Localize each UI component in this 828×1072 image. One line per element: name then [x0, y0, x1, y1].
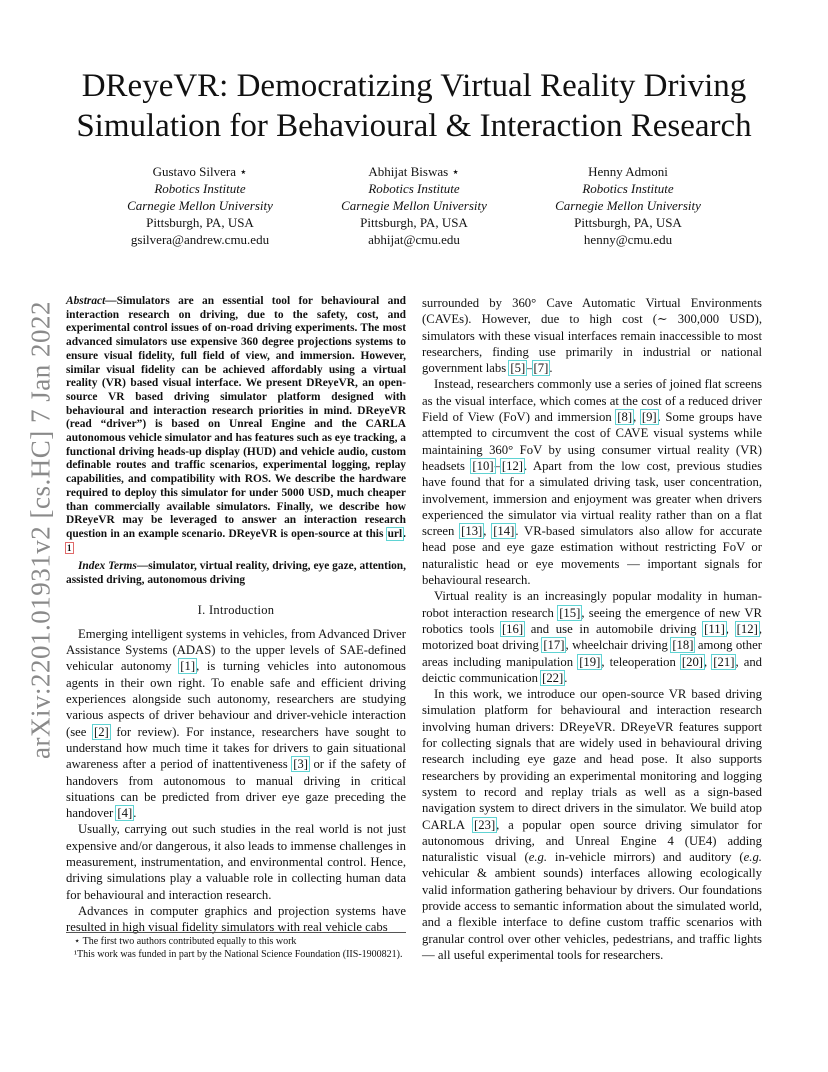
- index-terms: [66, 560, 406, 587]
- text-run: ,: [633, 410, 641, 425]
- text-run: e.g.: [528, 850, 548, 865]
- footnote-1: ⋆ The first two authors contributed equally to this work: [74, 936, 297, 947]
- citation-link[interactable]: [16]: [501, 621, 524, 636]
- text-run: in-vehicle mirrors) and auditory (: [547, 850, 744, 865]
- text-run: surrounded by 360° Cave Automatic Virtual Environments (CAVEs). However, due to high cost (∼ 300,000 USD), simulators with these visual interfaces remain inaccessible to most researchers, finding use primarily in industrial or national government labs: [422, 296, 762, 376]
- citation-link[interactable]: [10]: [472, 458, 494, 473]
- citation-link[interactable]: [20]: [681, 654, 704, 669]
- citation-link[interactable]: [5]: [510, 361, 526, 376]
- text-run: Emerging intelligent systems in vehicles, from Advanced Driver Assistance Systems (ADAS) to the upper levels of SAE-defined vehicular autonomy: [66, 626, 406, 674]
- citation-link[interactable]: [3]: [293, 757, 308, 772]
- author-location: Pittsburgh, PA, USA: [146, 215, 254, 230]
- abstract-text: Simulators are an essential tool for behavioural and interaction research on driving, due to the safety, cost, and experimental control issues of on-road driving experiments. The most advanced simulators use expensive 360 degree projections systems to ensure visual fidelity, full field of view, and immersion. However, similar visual fidelity can be achieved affordably using a virtual reality (VR) based visual interface. We present DReyeVR, an open-source VR based driving simulator platform designed with behavioural and interaction research priorities in mind. DReyeVR (read “driver”) is based on Unreal Engine and the CARLA autonomous vehicle simulator and has features such as eye tracking, a functional driving heads-up display (HUD) and vehicle audio, custom definable routes and traffic scenarios, experimental logging, replay capabilities, and compatibility with ROS. We describe the hardware required to deploy this simulator for under 5000 USD, much cheaper than commercially available simulators. Finally, we describe how DReyeVR may be leveraged to answer an interaction research question in an example scenario. DReyeVR is open-source at this: [66, 295, 406, 540]
- citation-link[interactable]: [23]: [474, 817, 496, 832]
- title-line-2: Simulation for Behavioural & Interaction Research: [76, 108, 752, 144]
- author-location: Pittsburgh, PA, USA: [574, 215, 682, 230]
- intro-paragraph-5: [422, 588, 762, 686]
- text-run: e.g.: [743, 850, 762, 865]
- citation-link[interactable]: [18]: [672, 638, 694, 653]
- author-email: gsilvera@andrew.cmu.edu: [130, 232, 270, 247]
- citation-link[interactable]: [12]: [501, 458, 524, 473]
- citation-link[interactable]: [14]: [493, 524, 515, 539]
- author-3: [528, 163, 728, 248]
- left-column: [66, 295, 406, 936]
- intro-paragraph-1: [66, 626, 406, 822]
- index-terms-text: —simulator, virtual reality, driving, eye gaze, attention, assisted driving, autonomous driving: [66, 560, 406, 586]
- text-run: .: [133, 806, 137, 821]
- text-run: . Apart from the low cost, previous studies have found that for a simulated driving task, user concentration, involvement, immersion and enjoyment was greater when drivers experienced the simulator via virtual reality rather than on a flat screen: [422, 458, 763, 539]
- author-email: abhijat@cmu.edu: [368, 232, 460, 247]
- author-1: [100, 163, 300, 248]
- citation-link[interactable]: [19]: [579, 654, 601, 669]
- abstract-tail: .: [403, 527, 406, 540]
- text-run: , a popular open source driving simulator for autonomous driving, and Unreal Engine 4 (UE4) adding naturalistic visual (: [422, 817, 762, 865]
- text-run: ,: [704, 654, 713, 669]
- text-run: –: [526, 361, 533, 376]
- text-run: . Some groups have attempted to circumvent the cost of CAVE visual systems while maintaining 360° FoV by using consumer virtual reality (VR) headsets: [422, 410, 762, 473]
- author-university: Carnegie Mellon University: [555, 198, 701, 213]
- citation-link[interactable]: [2]: [93, 724, 109, 739]
- text-run: In this work, we introduce our open-source VR based driving simulation platform for behavioural and interaction research involving human drivers: DReyeVR. DReyeVR features support for collecting signals that are widely used in behavioural driving research including eye gaze and head pose. It also supports researchers by providing an experimental monitoring and logging system to record and replay trials as well as a sign-based navigation system to direct drivers in the simulator. We build atop CARLA: [422, 687, 762, 832]
- text-run: , and deictic communication: [422, 654, 763, 685]
- citation-link[interactable]: [7]: [533, 361, 549, 376]
- footnote-2: ¹This work was funded in part by the National Science Foundation (IIS-1900821).: [74, 949, 403, 960]
- intro-paragraph-6: [422, 686, 762, 963]
- text-run: Instead, researchers commonly use a series of joined flat screens as the visual interface, which comes at the cost of a reduced driver Field of View (FoV) and immersion: [422, 377, 762, 425]
- intro-paragraph-4: [422, 376, 762, 588]
- intro-paragraph-3: Advances in computer graphics and projection systems have resulted in high visual fidelity simulators with real vehicle cabs: [66, 903, 406, 935]
- text-run: Virtual reality is an increasingly popular modality in human-robot interaction research: [422, 589, 762, 620]
- intro-paragraph-3-continued: [422, 295, 762, 376]
- author-2: [314, 163, 514, 248]
- text-run: vehicular & ambient sounds) interfaces allowing ecologically valid information gathering behaviour by drivers. Our foundations provide access to semantic information about the simulated world, and a flexible interface to define custom traffic scenarios with granular control over other vehicles, pedestrians, and traffic lights — all useful experimental tools for researchers.: [422, 866, 762, 962]
- author-email: henny@cmu.edu: [583, 232, 673, 247]
- text-run: , teleoperation: [601, 654, 681, 669]
- author-name: Abhijat Biswas ⋆: [368, 164, 460, 179]
- intro-paragraph-2: Usually, carrying out such studies in the real world is not just expensive and/or dangerous, it also leads to immense challenges in measurement, instrumentation, and environmental control. Hence, driving simulations play a valuable role in collecting human data for behavioural and interaction research.: [66, 822, 406, 902]
- abstract-label: Abstract—: [66, 295, 117, 307]
- text-run: , motorized boat driving: [422, 621, 762, 653]
- text-run: for review). For instance, researchers have sought to understand how much time it takes for drivers to gain situational awareness after a period of inattentiveness: [66, 724, 406, 772]
- abstract-url-link[interactable]: url: [387, 527, 403, 540]
- author-name: Gustavo Silvera ⋆: [152, 164, 248, 179]
- section-heading: I. Introduction: [197, 602, 275, 617]
- footnotes: [66, 932, 406, 962]
- index-terms-label: Index Terms: [78, 560, 137, 573]
- text-run: , wheelchair driving: [565, 638, 672, 653]
- citation-link[interactable]: [11]: [704, 621, 725, 636]
- footnote-mark-link[interactable]: 1: [67, 542, 72, 553]
- citation-link[interactable]: [22]: [542, 670, 564, 685]
- citation-link[interactable]: [8]: [617, 410, 633, 425]
- citation-link[interactable]: [13]: [461, 524, 483, 539]
- text-run: –: [494, 458, 501, 473]
- author-location: Pittsburgh, PA, USA: [360, 215, 468, 230]
- citation-link[interactable]: [17]: [543, 638, 565, 653]
- citation-link[interactable]: [15]: [559, 605, 581, 620]
- right-column: [422, 295, 762, 963]
- citation-link[interactable]: [1]: [180, 659, 196, 674]
- author-university: Carnegie Mellon University: [341, 198, 487, 213]
- citation-link[interactable]: [9]: [641, 410, 657, 425]
- text-run: , seeing the emergence of new VR robotics tools: [422, 605, 762, 636]
- author-affiliation: Robotics Institute: [582, 181, 674, 196]
- text-run: among other areas including manipulation: [422, 638, 762, 669]
- arxiv-stamp-text: arXiv:2201.01931v2 [cs.HC] 7 Jan 2022: [25, 301, 56, 759]
- author-affiliation: Robotics Institute: [154, 181, 246, 196]
- abstract: [66, 295, 406, 560]
- paper-title: [40, 66, 788, 146]
- arxiv-stamp: [20, 295, 62, 765]
- text-run: ,: [483, 524, 493, 539]
- text-run: ,: [725, 621, 736, 636]
- author-university: Carnegie Mellon University: [127, 198, 273, 213]
- citation-link[interactable]: [21]: [713, 654, 735, 669]
- author-name: Henny Admoni: [588, 164, 668, 179]
- citation-link[interactable]: [12]: [736, 621, 758, 636]
- text-run: .: [549, 361, 553, 376]
- text-run: , is turning vehicles into autonomous agents in their own right. To enable safe and efficient driving experiences alongside such autonomy, researchers are studying various aspects of driver behaviour and driver-vehicle interaction (see: [66, 659, 406, 739]
- text-run: and use in automobile driving: [524, 621, 704, 636]
- text-run: . VR-based simulators also allow for accurate head pose and eye gaze estimation without restricting FoV or naturalistic head or eye movements — important signals for behavioural research.: [422, 524, 762, 588]
- author-block: [100, 163, 728, 248]
- title-line-1: DReyeVR: Democratizing Virtual Reality Driving: [81, 68, 747, 104]
- text-run: or if the safety of handovers from autonomous to manual driving in critical situations can be predicted from driver eye gaze preceding the handover: [66, 757, 406, 821]
- author-affiliation: Robotics Institute: [368, 181, 460, 196]
- text-run: .: [564, 670, 568, 685]
- citation-link[interactable]: [4]: [117, 806, 133, 821]
